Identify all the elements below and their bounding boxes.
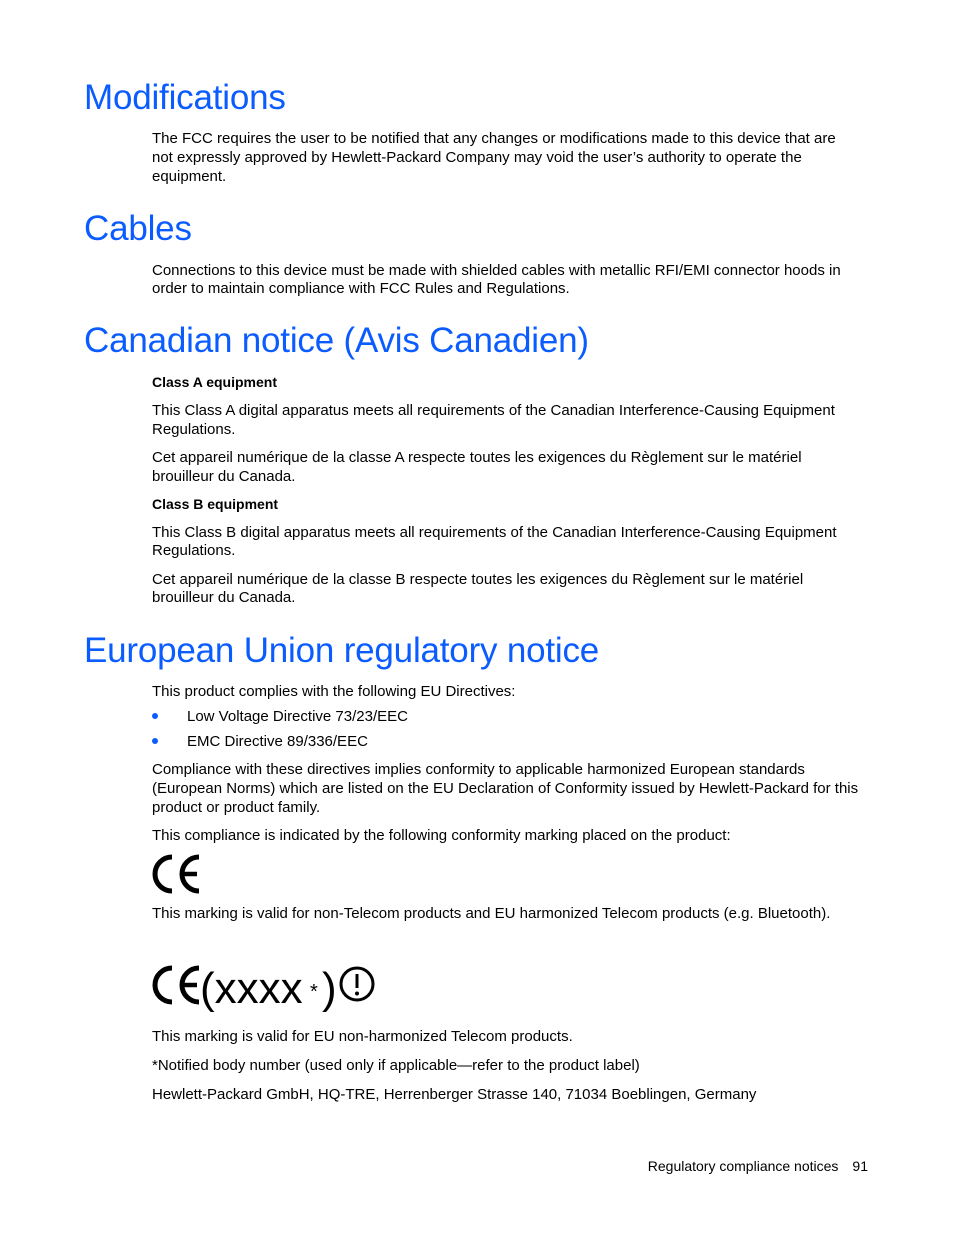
directive-label: EMC Directive 89/336/EEC: [187, 733, 368, 750]
ce-mark-icon: [150, 853, 204, 895]
class-a-label: Class A equipment: [152, 374, 277, 390]
ce-telecom-mark-icon: [150, 963, 380, 1015]
modifications-line-2: not expressly approved by Hewlett-Packard Company may void the user’s authority to operate the: [152, 149, 802, 166]
cables-line-2: order to maintain compliance with FCC Rules and Regulations.: [152, 280, 570, 297]
marking-intro: This compliance is indicated by the following conformity marking placed on the product:: [152, 827, 731, 844]
bullet-icon: [152, 713, 158, 719]
class-b-fr-line-1: Cet appareil numérique de la classe B respecte toutes les exigences du Règlement sur le matériel: [152, 571, 804, 588]
page-footer: [648, 1158, 868, 1174]
svg-text:(xxxx: (xxxx: [200, 964, 303, 1013]
notified-body-note: *Notified body number (used only if applicable—refer to the product label): [152, 1057, 640, 1074]
heading-eu-notice: European Union regulatory notice: [84, 631, 600, 670]
bullet-icon: [152, 738, 158, 744]
directive-label: Low Voltage Directive 73/23/EEC: [187, 708, 408, 725]
compliance-line-1: Compliance with these directives implies conformity to applicable harmonized European standards: [152, 761, 805, 778]
class-a-en-line-2: Regulations.: [152, 421, 236, 438]
eu-intro: This product complies with the following EU Directives:: [152, 683, 516, 700]
class-a-fr-line-1: Cet appareil numérique de la classe A respecte toutes les exigences du Règlement sur le matériel: [152, 449, 802, 466]
svg-text:*: *: [310, 981, 318, 1003]
modifications-line-3: equipment.: [152, 168, 227, 185]
modifications-line-1: The FCC requires the user to be notified that any changes or modifications made to this device that are: [152, 130, 836, 147]
compliance-line-3: product or product family.: [152, 799, 321, 816]
class-b-en-line-1: This Class B digital apparatus meets all requirements of the Canadian Interference-Causing Equipment: [152, 524, 837, 541]
class-b-label: Class B equipment: [152, 496, 279, 512]
compliance-line-2: (European Norms) which are listed on the EU Declaration of Conformity issued by Hewlett-Packard for this: [152, 780, 859, 797]
hp-address: Hewlett-Packard GmbH, HQ-TRE, Herrenberger Strasse 140, 71034 Boeblingen, Germany: [152, 1086, 757, 1103]
heading-cables: Cables: [84, 209, 192, 248]
page-number: 91: [852, 1158, 868, 1174]
class-b-fr-line-2: brouilleur du Canada.: [152, 589, 296, 606]
marking-note-2: This marking is valid for EU non-harmonized Telecom products.: [152, 1028, 573, 1045]
svg-text:): ): [322, 964, 337, 1013]
heading-canadian-notice: Canadian notice (Avis Canadien): [84, 321, 589, 360]
cables-line-1: Connections to this device must be made with shielded cables with metallic RFI/EMI connector hoods in: [152, 262, 841, 279]
class-a-fr-line-2: brouilleur du Canada.: [152, 468, 296, 485]
footer-section-title: Regulatory compliance notices: [647, 1158, 839, 1174]
class-a-en-line-1: This Class A digital apparatus meets all requirements of the Canadian Interference-Causing Equipment: [152, 402, 835, 419]
marking-note-1: This marking is valid for non-Telecom products and EU harmonized Telecom products (e.g. Bluetooth).: [152, 905, 831, 922]
class-b-en-line-2: Regulations.: [152, 542, 236, 559]
heading-modifications: Modifications: [84, 78, 286, 117]
